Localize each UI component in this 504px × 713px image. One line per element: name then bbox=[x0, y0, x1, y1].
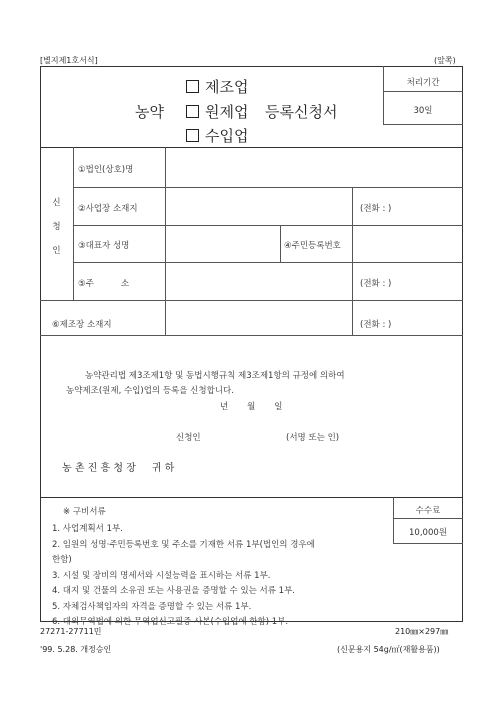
option-label: 제조업 bbox=[205, 78, 249, 96]
field-label-factory: ⑥제조장 소재지 bbox=[52, 320, 112, 330]
document-item: 2. 임원의 성명·주민등록번호 및 주소를 기재한 서류 1부(법인의 경우에 bbox=[52, 539, 315, 550]
option-label: 수입업 bbox=[205, 127, 249, 145]
declaration-signature[interactable]: (서명 또는 인) bbox=[286, 433, 340, 443]
title-prefix: 농약 bbox=[135, 103, 164, 121]
declaration-date[interactable]: 년 월 일 bbox=[220, 402, 283, 412]
field-input-address[interactable] bbox=[168, 265, 350, 298]
fee-value: 10,000원 bbox=[409, 528, 447, 538]
document-item: 한함) bbox=[52, 555, 72, 565]
footer-paper: (신문용지 54g/㎡(재활용품)) bbox=[337, 645, 440, 654]
footer-size: 210㎜×297㎜ bbox=[395, 627, 449, 636]
documents-list bbox=[52, 522, 315, 631]
fee-label: 수수료 bbox=[415, 506, 441, 516]
field-input-resident-number[interactable] bbox=[355, 228, 460, 260]
title-suffix: 등록신청서 bbox=[265, 103, 338, 121]
group-char: 청 bbox=[52, 222, 61, 232]
declaration-line1: 농약관리법 제3조제1항 및 동법시행규칙 제3조제1항의 규정에 의하여 bbox=[85, 371, 345, 381]
phone-business[interactable]: (전화 : ) bbox=[360, 204, 392, 214]
field-label-address: ⑤주 소 bbox=[78, 279, 130, 289]
field-label-business-address: ②사업장 소재지 bbox=[78, 204, 138, 214]
document-item: 5. 자체검사책임자의 자격을 증명할 수 있는 서류 1부. bbox=[52, 601, 252, 612]
option-raw-material[interactable] bbox=[186, 101, 248, 122]
field-input-name[interactable] bbox=[168, 150, 460, 185]
option-import[interactable] bbox=[186, 125, 248, 146]
footer-approval: '99. 5.28. 개정승인 bbox=[40, 645, 112, 654]
field-label-resident-number: ④주민등록번호 bbox=[284, 241, 341, 251]
phone-address[interactable]: (전화 : ) bbox=[360, 279, 392, 289]
option-manufacture[interactable] bbox=[186, 76, 248, 97]
group-char: 신 bbox=[52, 198, 61, 208]
option-label: 원제업 bbox=[205, 103, 249, 121]
field-input-representative[interactable] bbox=[168, 228, 278, 260]
declaration-recipient: 농 촌 진 흥 청 장 귀 하 bbox=[62, 463, 175, 474]
document-item: 4. 대지 및 건물의 소유권 또는 사용권을 증명할 수 있는 서류 1부. bbox=[52, 586, 296, 596]
group-char: 인 bbox=[52, 246, 61, 256]
declaration-applicant: 신청인 bbox=[176, 433, 201, 443]
declaration-line2: 농약제조(원제, 수입)업의 등록을 신청합니다. bbox=[66, 386, 234, 396]
processing-value: 30일 bbox=[413, 106, 433, 116]
phone-factory[interactable]: (전화 : ) bbox=[360, 320, 392, 330]
document-item: 3. 시설 및 장비의 명세서와 시설능력을 표시하는 서류 1부. bbox=[52, 570, 271, 581]
checkbox-icon[interactable] bbox=[186, 105, 199, 118]
form-id: [별지제1호서식] bbox=[40, 56, 98, 65]
field-input-business-address[interactable] bbox=[168, 190, 350, 223]
field-label-name: ①법인(상호)명 bbox=[78, 165, 134, 175]
applicant-group-label bbox=[40, 191, 73, 263]
checkbox-icon[interactable] bbox=[186, 129, 199, 142]
footer-code: 27271-27711민 bbox=[40, 627, 102, 636]
page-side: (앞쪽) bbox=[434, 56, 456, 65]
field-input-factory[interactable] bbox=[168, 303, 350, 333]
document-item: 6. 대외무역법에 의한 무역업신고필증 사본(수입업에 한함) 1부. bbox=[52, 617, 289, 627]
field-label-representative: ③대표자 성명 bbox=[78, 241, 130, 251]
document-item: 1. 사업계획서 1부. bbox=[52, 524, 123, 534]
documents-header: ※ 구비서류 bbox=[63, 507, 106, 517]
checkbox-icon[interactable] bbox=[186, 80, 199, 93]
processing-label: 처리기간 bbox=[406, 78, 440, 88]
